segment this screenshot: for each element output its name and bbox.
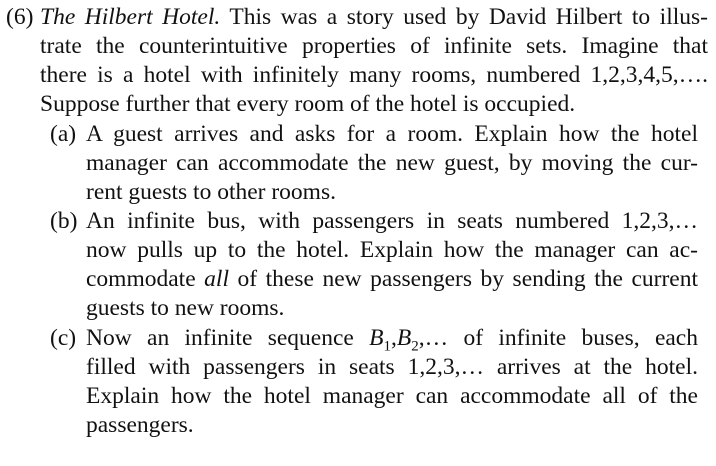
part-b-line-1: An infinite bus, with passengers in seats numbered 1,2,3,… xyxy=(86,208,698,234)
part-b-line-4: guests to new rooms. xyxy=(86,295,285,321)
intro-line-3: there is a hotel with infinitely many rooms, numbered 1,2,3,4,5,…. xyxy=(40,62,708,88)
bus-separator: , xyxy=(391,325,397,351)
intro-line-4: Suppose further that every room of the hotel is occupied. xyxy=(40,91,576,117)
part-b-label: (b) xyxy=(50,208,78,234)
part-b-emphasis: all xyxy=(204,266,229,292)
part-c-line-1-end: ,… of infinite buses, each xyxy=(418,325,698,351)
intro-line-2: trate the counterintuitive properties of infinite sets. Imagine that xyxy=(40,33,708,59)
part-b-line-3-start: commodate xyxy=(86,266,205,292)
part-a-line-1: A guest arrives and asks for a room. Explain how the hotel xyxy=(86,121,698,147)
part-b-line-3-end: of these new passengers by sending the current xyxy=(228,266,698,292)
part-c-line-4: passengers. xyxy=(86,412,194,438)
part-c-label: (c) xyxy=(50,325,77,351)
problem-number: (6) xyxy=(6,4,34,30)
intro-line-1 xyxy=(40,3,708,32)
part-a-label: (a) xyxy=(50,121,77,147)
bus-b2-symbol: B xyxy=(396,325,412,351)
problem-title: The Hilbert Hotel. xyxy=(40,4,221,30)
part-c-line-2: filled with passengers in seats 1,2,3,… arrives at the hotel. xyxy=(86,354,698,380)
bus-b1-symbol: B xyxy=(369,325,384,351)
part-a-line-2: manager can accommodate the new guest, by moving the cur- xyxy=(86,150,698,176)
bus-b1-subscript: 1 xyxy=(383,338,392,355)
part-a-line-3: rent guests to other rooms. xyxy=(86,179,336,205)
part-b-line-3 xyxy=(86,265,698,294)
part-c-line-3: Explain how the hotel manager can accommodate all of the xyxy=(86,383,698,409)
part-c-line-1-start: Now an infinite sequence xyxy=(86,325,370,351)
intro-text-1: This was a story used by David Hilbert to illus- xyxy=(220,4,708,30)
bus-b2-subscript: 2 xyxy=(411,338,419,355)
part-b-line-2: now pulls up to the hotel. Explain how the manager can ac- xyxy=(86,237,698,263)
